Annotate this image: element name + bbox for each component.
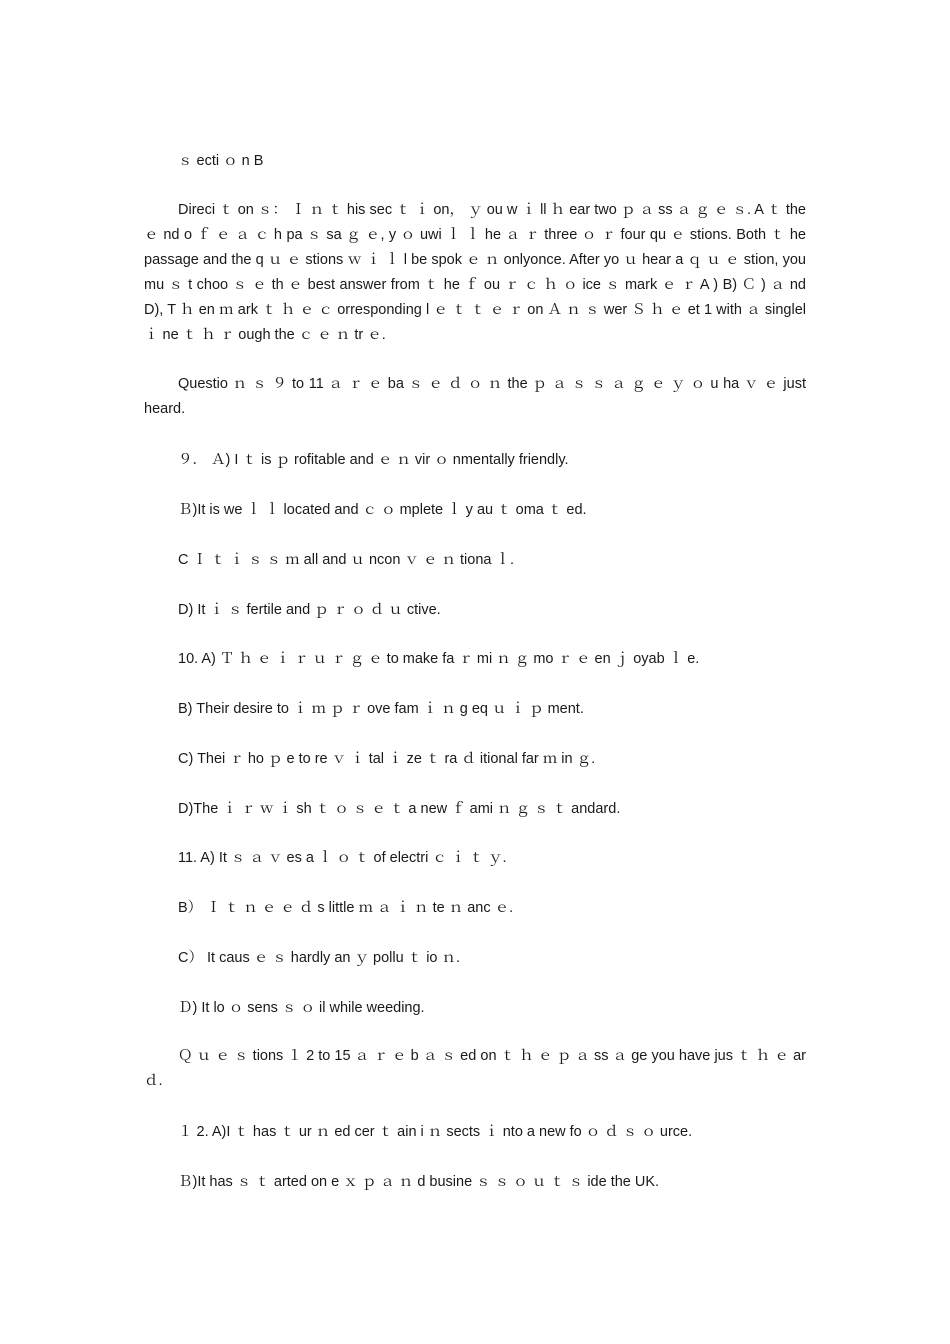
q10-option-c: C) Thei ｒ ho ｐ e to re ｖ ｉ tal ｉ ze ｔ ra ｄ itional far ｍ in ｇ. — [178, 751, 596, 767]
questions-12-15-intro: Ｑ ｕ ｅ ｓ tions １ 2 to 15 ａ ｒ ｅ b ａ ｓ ed on ｔ ｈ ｅ ｐ ａ ss ａ ge you have jus ｔ ｈ ｅ ar ｄ. — [144, 1048, 806, 1089]
q10-option-a: 10. A) Ｔ ｈ ｅ ｉ ｒ ｕ ｒ ｇ ｅ to make fa ｒ mi ｎ ｇ mo ｒ ｅ en ｊ oyab ｌ e. — [178, 651, 700, 667]
q11-option-c: C） It caus ｅ ｓ hardly an ｙ pollu ｔ io ｎ. — [178, 950, 461, 966]
q11-option-d: Ｄ) It lo ｏ sens ｓ ｏ il while weeding. — [178, 1000, 425, 1016]
q9-option-b: Ｂ)It is we ｌ ｌ located and ｃ ｏ mplete ｌ y au ｔ oma ｔ ed. — [178, 502, 587, 518]
q10-option-b: B) Their desire to ｉ ｍ ｐ ｒ ove fam ｉ ｎ g eq ｕ ｉ ｐ ment. — [178, 701, 584, 717]
q11-option-b: B） Ｉ ｔ ｎ ｅ ｅ ｄ s little ｍ ａ ｉ ｎ te ｎ anc ｅ. — [178, 900, 514, 916]
q10-option-d: D)The ｉ ｒ ｗ ｉ sh ｔ ｏ ｓ ｅ ｔ a new ｆ ami ｎ ｇ ｓ ｔ andard. — [178, 801, 621, 817]
q12-option-b: Ｂ)It has ｓ ｔ arted on e ｘ ｐ ａ ｎ d busine ｓ ｓ ｏ ｕ ｔ ｓ ide the UK. — [178, 1174, 660, 1190]
q9-option-a: ９． Ａ) I ｔ is ｐ rofitable and ｅ ｎ vir ｏ nmentally friendly. — [178, 452, 569, 468]
q9-option-d: D) It ｉ ｓ fertile and ｐ ｒ ｏ ｄ ｕ ctive. — [178, 602, 441, 618]
q11-option-a: 11. A) It ｓ ａ ｖ es a ｌ ｏ ｔ of electri ｃ ｉ ｔ ｙ. — [178, 850, 507, 866]
q9-option-c: C Ｉ ｔ ｉ ｓ ｓ ｍ all and ｕ ncon ｖ ｅ ｎ tiona ｌ. — [178, 552, 515, 568]
questions-9-11-intro: Questio ｎ ｓ ９ to 11 ａ ｒ ｅ ba ｓ ｅ ｄ ｏ ｎ the ｐ ａ ｓ ｓ ａ ｇ ｅ ｙ ｏ u ha ｖ ｅ just heard. — [144, 376, 806, 417]
q12-option-a: １ 2. A)I ｔ has ｔ ur ｎ ed cer ｔ ain i ｎ sects ｉ nto a new fo ｏ ｄ ｓ ｏ urce. — [178, 1124, 693, 1140]
section-title: ｓ ecti ｏ n B — [178, 153, 264, 169]
directions-paragraph: Direci ｔ on ｓ： Ｉ ｎ ｔ his sec ｔ ｉ on， ｙ ou w ｉ ll ｈ ear two ｐ ａ ss ａ ｇ ｅ ｓ. A ｔ the ｅ nd o ｆ ｅ ａ ｃ h pa ｓ sa ｇ ｅ, y ｏ uwi ｌ ｌ he ａ ｒ three ｏ ｒ four qu ｅ stions. Both ｔ he passage and the q ｕ ｅ stions ｗ ｉ ｌ l be spok ｅ ｎ onlyonce. After yo ｕ hear a ｑ ｕ ｅ stion, you mu ｓ t choo ｓ ｅ th ｅ best answer from ｔ he ｆ ou ｒ ｃ ｈ ｏ ice ｓ mark ｅ ｒ A ) B) Ｃ ) ａ nd D), T ｈ en ｍ ark ｔ ｈ ｅ ｃ orresponding l ｅ ｔ ｔ ｅ ｒ on Ａ ｎ ｓ wer Ｓ ｈ ｅ et 1 with ａ singlel ｉ ne ｔ ｈ ｒ ough the ｃ ｅ ｎ tr ｅ. — [144, 202, 806, 343]
